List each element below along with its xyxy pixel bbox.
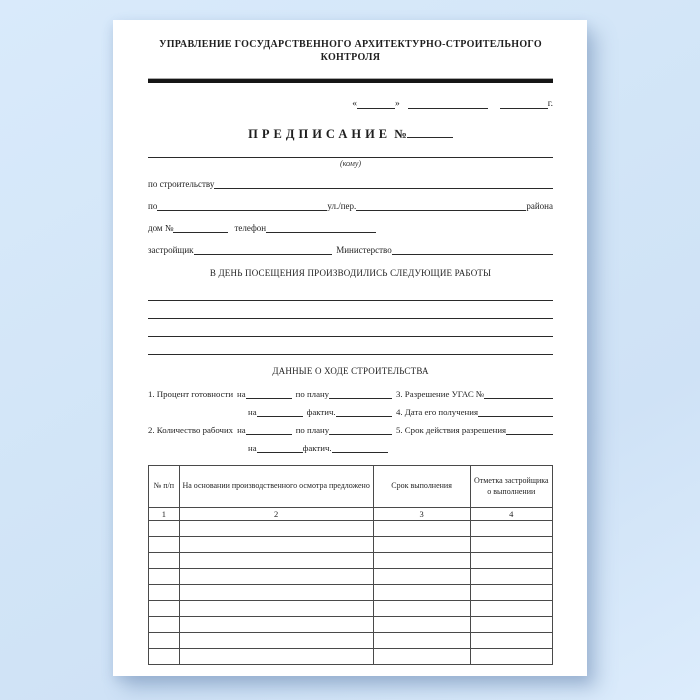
header-cell-mark: Отметка застройщика о выполнении bbox=[470, 466, 552, 508]
blank-writing-line bbox=[148, 283, 553, 301]
table-empty-cell bbox=[373, 601, 470, 617]
double-rule-divider bbox=[148, 79, 553, 83]
blank-writing-line bbox=[148, 301, 553, 319]
date-line bbox=[148, 98, 553, 110]
blank-writing-line bbox=[148, 337, 553, 355]
fact-blank bbox=[332, 452, 388, 453]
close-quote: » bbox=[395, 99, 400, 109]
progress-row-4 bbox=[148, 437, 553, 455]
column-number: 3 bbox=[373, 508, 470, 521]
na-blank bbox=[246, 434, 292, 435]
table-empty-row bbox=[149, 633, 553, 649]
column-number: 2 bbox=[179, 508, 373, 521]
fact-label: фактич. bbox=[302, 443, 332, 453]
item4-label: 4. Дата его получения bbox=[396, 407, 478, 417]
table-empty-cell bbox=[179, 601, 373, 617]
table-empty-cell bbox=[179, 553, 373, 569]
table-empty-cell bbox=[470, 617, 552, 633]
table-empty-cell bbox=[470, 521, 552, 537]
table-empty-cell bbox=[373, 537, 470, 553]
header-cell-number: № п/п bbox=[149, 466, 180, 508]
progress-section-heading: ДАННЫЕ О ХОДЕ СТРОИТЕЛЬСТВА bbox=[272, 366, 429, 376]
district-label: района bbox=[526, 201, 553, 211]
phone-label: телефон bbox=[234, 223, 267, 233]
po-blank bbox=[157, 210, 327, 211]
table-empty-cell bbox=[470, 633, 552, 649]
na-label: на bbox=[237, 425, 246, 435]
table-empty-cell bbox=[470, 601, 552, 617]
table-empty-cell bbox=[179, 585, 373, 601]
table-empty-cell bbox=[149, 601, 180, 617]
table-empty-cell bbox=[149, 553, 180, 569]
table-empty-cell bbox=[470, 585, 552, 601]
prescriptions-table bbox=[148, 465, 553, 665]
field-line-construction bbox=[148, 178, 553, 191]
table-empty-cell bbox=[373, 553, 470, 569]
works-section-heading: В ДЕНЬ ПОСЕЩЕНИЯ ПРОИЗВОДИЛИСЬ СЛЕДУЮЩИЕ РАБОТЫ bbox=[209, 268, 492, 278]
table-empty-cell bbox=[149, 569, 180, 585]
table-empty-cell bbox=[373, 633, 470, 649]
progress-row-1 bbox=[148, 383, 553, 401]
org-title-line2: КОНТРОЛЯ bbox=[320, 52, 381, 63]
document-title bbox=[148, 126, 553, 142]
fact-blank bbox=[336, 416, 392, 417]
house-number-blank bbox=[173, 232, 228, 233]
recipient-caption: (кому) bbox=[339, 159, 362, 168]
plan-blank bbox=[329, 434, 392, 435]
fact-label: фактич. bbox=[306, 407, 336, 417]
developer-label: застройщик bbox=[148, 245, 194, 255]
table-empty-row bbox=[149, 537, 553, 553]
table-empty-row bbox=[149, 617, 553, 633]
ministry-label: Министерство bbox=[336, 245, 392, 255]
na-label: на bbox=[237, 389, 246, 399]
plan-label: по плану bbox=[295, 425, 330, 435]
table-empty-row bbox=[149, 553, 553, 569]
table-empty-cell bbox=[179, 521, 373, 537]
date-day-blank bbox=[357, 108, 395, 109]
table-empty-cell bbox=[179, 537, 373, 553]
date-month-blank bbox=[408, 108, 488, 109]
blank-writing-line bbox=[148, 319, 553, 337]
field-line-developer bbox=[148, 244, 553, 257]
header-cell-proposed: На основании производственного осмотра предложено bbox=[179, 466, 373, 508]
field-line-address bbox=[148, 200, 553, 213]
field-line-house-phone bbox=[148, 222, 553, 235]
open-quote: « bbox=[352, 99, 358, 109]
item2-label: 2. Количество рабочих bbox=[148, 425, 234, 435]
na-blank bbox=[246, 398, 292, 399]
ministry-blank bbox=[392, 254, 553, 255]
na-blank bbox=[257, 416, 303, 417]
header-cell-deadline: Срок выполнения bbox=[373, 466, 470, 508]
document-page bbox=[113, 20, 587, 676]
progress-row-2 bbox=[148, 401, 553, 419]
table-empty-cell bbox=[373, 617, 470, 633]
org-title bbox=[148, 38, 553, 64]
street-label: ул./пер. bbox=[327, 201, 357, 211]
table-empty-row bbox=[149, 585, 553, 601]
table-empty-cell bbox=[179, 617, 373, 633]
works-blank-lines bbox=[148, 283, 553, 355]
table-empty-cell bbox=[373, 649, 470, 665]
table-empty-cell bbox=[470, 649, 552, 665]
org-title-line1: УПРАВЛЕНИЕ ГОСУДАРСТВЕННОГО АРХИТЕКТУРНО-СТРОИТЕЛЬНОГО bbox=[159, 39, 542, 50]
table-empty-cell bbox=[149, 649, 180, 665]
plan-label: по плану bbox=[295, 389, 330, 399]
table-empty-cell bbox=[149, 633, 180, 649]
table-empty-row bbox=[149, 521, 553, 537]
year-suffix: г. bbox=[547, 99, 553, 109]
document-number-blank bbox=[407, 137, 453, 138]
table-empty-cell bbox=[373, 569, 470, 585]
table-empty-cell bbox=[149, 521, 180, 537]
plan-blank bbox=[329, 398, 392, 399]
table-empty-cell bbox=[149, 537, 180, 553]
table-empty-cell bbox=[179, 569, 373, 585]
table-header-row bbox=[149, 466, 553, 508]
progress-row-3 bbox=[148, 419, 553, 437]
column-number: 4 bbox=[470, 508, 552, 521]
progress-lines bbox=[148, 383, 553, 455]
item3-label: 3. Разрешение УГАС № bbox=[396, 389, 485, 399]
na-label: на bbox=[248, 443, 257, 453]
construction-label: по строительству bbox=[148, 179, 215, 189]
table-empty-row bbox=[149, 569, 553, 585]
table-body-empty bbox=[149, 521, 553, 665]
table-empty-cell bbox=[149, 617, 180, 633]
date-year-blank bbox=[500, 108, 548, 109]
item5-label: 5. Срок действия разрешения bbox=[396, 425, 507, 435]
number-sign: № bbox=[394, 127, 407, 141]
document-title-text: ПРЕДПИСАНИЕ bbox=[248, 127, 392, 141]
table-empty-cell bbox=[179, 649, 373, 665]
item5-blank bbox=[506, 434, 553, 435]
table-empty-cell bbox=[470, 553, 552, 569]
item3-blank bbox=[484, 398, 553, 399]
table-empty-cell bbox=[179, 633, 373, 649]
table-empty-row bbox=[149, 649, 553, 665]
street-blank bbox=[356, 210, 526, 211]
table-empty-cell bbox=[470, 537, 552, 553]
developer-blank bbox=[194, 254, 333, 255]
table-column-numbers-row bbox=[149, 508, 553, 521]
table-empty-cell bbox=[373, 585, 470, 601]
table-empty-cell bbox=[470, 569, 552, 585]
po-label: по bbox=[148, 201, 158, 211]
na-blank bbox=[257, 452, 303, 453]
column-number: 1 bbox=[149, 508, 180, 521]
construction-blank bbox=[214, 188, 553, 189]
house-label: дом № bbox=[148, 223, 174, 233]
item1-label: 1. Процент готовности bbox=[148, 389, 234, 399]
table-empty-cell bbox=[149, 585, 180, 601]
phone-blank bbox=[266, 232, 376, 233]
table-empty-row bbox=[149, 601, 553, 617]
item4-blank bbox=[478, 416, 553, 417]
table-empty-cell bbox=[373, 521, 470, 537]
na-label: на bbox=[248, 407, 257, 417]
